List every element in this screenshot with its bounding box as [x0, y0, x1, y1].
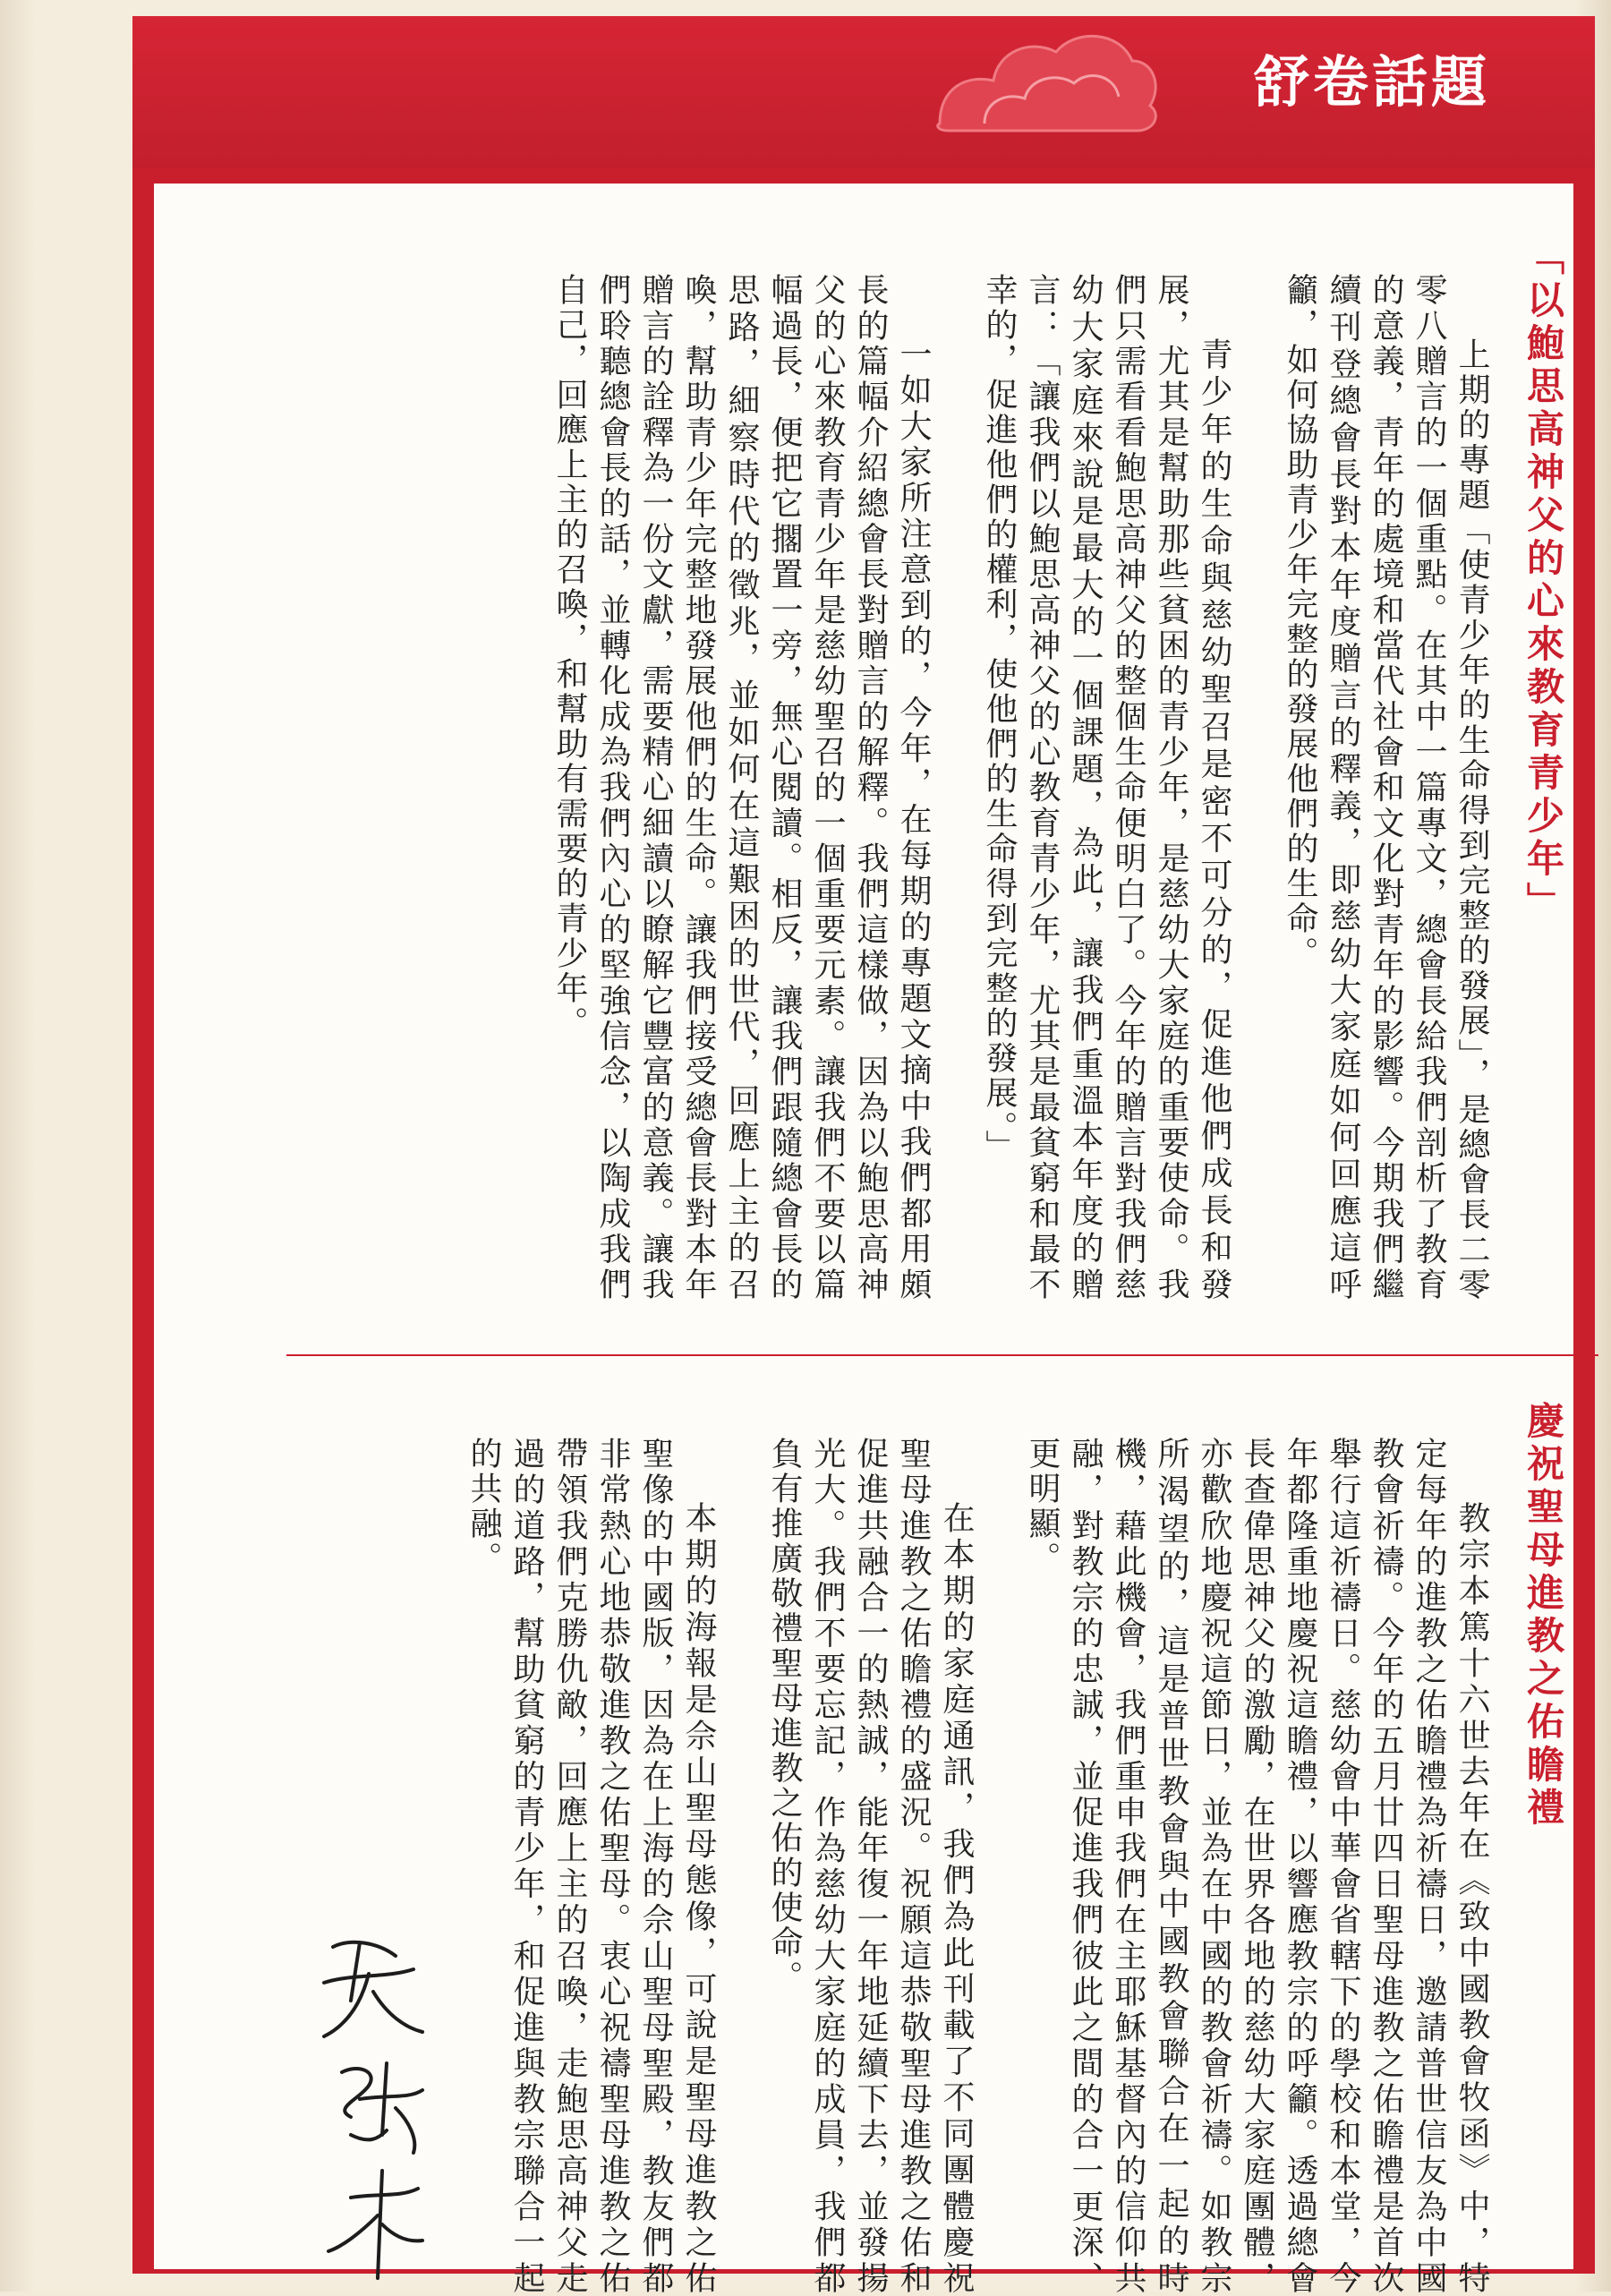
article-2-title: 慶祝聖母進教之佑瞻禮	[1522, 1401, 1565, 1831]
section-title: 舒卷話題	[1253, 49, 1490, 115]
cloud-decoration-icon	[931, 25, 1164, 132]
section-divider	[286, 1354, 1598, 1356]
article-1-title: 「以鮑思高神父的心來教育青少年」	[1522, 237, 1565, 925]
article-2-body	[464, 1437, 1493, 2296]
content-page	[154, 184, 1573, 2296]
article-2-paragraph: 教宗本篤十六世去年在《致中國教會牧函》中，特定每年的進教之佑瞻禮為祈禱日，邀請普世信友為中國教會祈禱。今年的五月廿四日聖母進教之佑瞻禮是首次舉行這祈禱日。慈幼會中華會省轄下的學校和本堂，今年都隆重地慶祝這瞻禮，以響應教宗的呼籲。透過總會長查偉思神父的激勵，在世界各地的慈幼大家庭團體，亦歡欣地慶祝這節日，並為在中國的教會祈禱。如教宗所渴望的，這是普世教會與中國教會聯合在一起的時機，藉此機會，我們重申我們在主耶穌基督內的信仰共融，對教宗的忠誠，並促進我們彼此之間的合一更深、更明顯。	[1024, 1437, 1490, 2296]
article-2-paragraph: 在本期的家庭通訊，我們為此刊載了不同團體慶祝聖母進教之佑瞻禮的盛況。祝願這恭敬聖母進教之佑和促進共融合一的熱誠，能年復一年地延續下去，並發揚光大。我們不要忘記，作為慈幼大家庭的成員，我們都負有推廣敬禮聖母進教之佑的使命。	[766, 1437, 975, 2296]
article-1-body	[276, 273, 1493, 1302]
article-1-paragraph: 上期的專題「使青少年的生命得到完整的發展」，是總會長二零零八贈言的一個重點。在其中一篇專文，總會長給我們剖析了教育的意義，青年的處境和當代社會和文化對青年的影響。今期我們繼續刊登總會長對本年度贈言的釋義，即慈幼大家庭如何回應這呼籲，如何協助青少年完整的發展他們的生命。	[1282, 273, 1490, 1302]
article-1-paragraph: 一如大家所注意到的，今年，在每期的專題文摘中我們都用頗長的篇幅介紹總會長對贈言的解釋。我們這樣做，因為以鮑思高神父的心來教育青少年是慈幼聖召的一個重要元素。讓我們不要以篇幅過長，便把它擱置一旁，無心閱讀。相反，讓我們跟隨總會長的思路，細察時代的徵兆，並如何在這艱困的世代，回應上主的召喚，幫助青少年完整地發展他們的生命。讓我們接受總會長對本年贈言的詮釋為一份文獻，需要精心細讀以瞭解它豐富的意義。讓我們聆聽總會長的話，並轉化成為我們內心的堅強信念，以陶成我們自己，回應上主的召喚，和幫助有需要的青少年。	[551, 273, 932, 1302]
article-2-paragraph: 本期的海報是佘山聖母態像，可說是聖母進教之佑聖像的中國版，因為在上海的佘山聖母聖殿，教友們都非常熱心地恭敬進教之佑聖母。衷心祝禱聖母進教之佑帶領我們克勝仇敵，回應上主的召喚，走鮑思高神父走過的道路，幫助貧窮的青少年，和促進與教宗聯合一起的共融。	[465, 1437, 717, 2296]
article-1-paragraph: 青少年的生命與慈幼聖召是密不可分的，促進他們成長和發展，尤其是幫助那些貧困的青少年，是慈幼大家庭的重要使命。我們只需看看鮑思高神父的整個生命便明白了。今年的贈言對我們慈幼大家庭來說是最大的一個課題，為此，讓我們重溫本年度的贈言：「讓我們以鮑思高神父的心教育青少年，尤其是最貧窮和最不幸的，促進他們的權利，使他們的生命得到完整的發展。」	[981, 273, 1232, 1302]
signature-icon	[297, 1929, 440, 2287]
